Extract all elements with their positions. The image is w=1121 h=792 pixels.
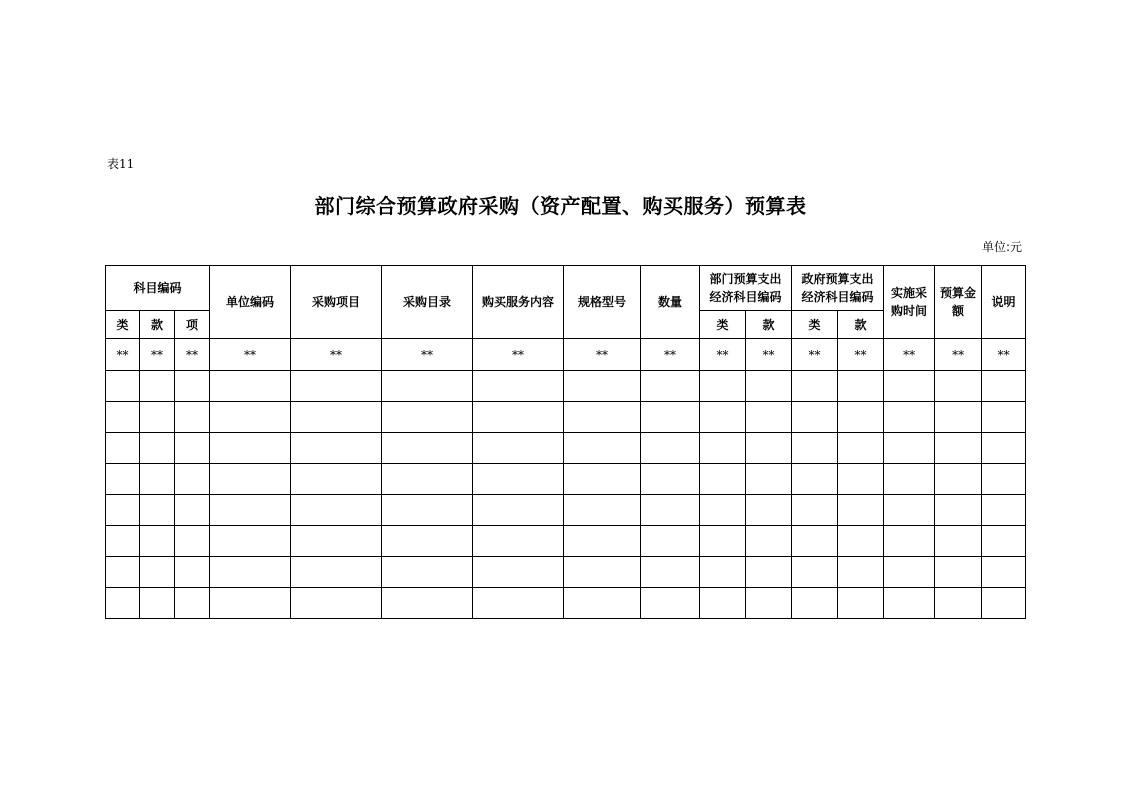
header-row-1: [106, 266, 1026, 311]
table-cell: [982, 557, 1026, 588]
table-cell: [746, 464, 792, 495]
table-cell: [746, 557, 792, 588]
table-cell: [746, 371, 792, 402]
table-cell: [175, 526, 210, 557]
table-cell: [982, 526, 1026, 557]
table-cell: [473, 371, 564, 402]
table-row: [106, 371, 1026, 402]
table-cell: [175, 402, 210, 433]
table-cell: [291, 495, 382, 526]
table-cell: [106, 588, 140, 619]
table-cell: [982, 371, 1026, 402]
table-cell: [210, 402, 291, 433]
table-cell: [935, 588, 982, 619]
header-service-content: 购买服务内容: [473, 266, 564, 339]
table-cell: [291, 557, 382, 588]
table-cell: [564, 371, 641, 402]
table-cell: [291, 526, 382, 557]
table-cell: [935, 464, 982, 495]
table-row: [106, 526, 1026, 557]
placeholder-cell: **: [792, 339, 838, 371]
table-cell: [838, 588, 884, 619]
table-cell: [175, 588, 210, 619]
table-cell: [175, 464, 210, 495]
table-cell: [382, 402, 473, 433]
table-cell: [700, 402, 746, 433]
header-xiang: 项: [175, 311, 210, 339]
table-cell: [291, 464, 382, 495]
table-cell: [746, 495, 792, 526]
table-cell: [210, 495, 291, 526]
table-cell: [935, 526, 982, 557]
table-row: [106, 495, 1026, 526]
table-cell: [792, 557, 838, 588]
table-cell: [884, 526, 935, 557]
placeholder-cell: **: [746, 339, 792, 371]
placeholder-row: [106, 339, 1026, 371]
table-row: [106, 433, 1026, 464]
table-cell: [746, 402, 792, 433]
table-cell: [175, 371, 210, 402]
table-cell: [746, 433, 792, 464]
table-cell: [106, 371, 140, 402]
table-cell: [641, 588, 700, 619]
table-cell: [641, 402, 700, 433]
table-cell: [291, 588, 382, 619]
placeholder-cell: **: [982, 339, 1026, 371]
header-purchase-catalog: 采购目录: [382, 266, 473, 339]
table-cell: [291, 433, 382, 464]
unit-label: 单位:元: [981, 240, 1022, 254]
table-cell: [838, 464, 884, 495]
table-cell: [884, 371, 935, 402]
placeholder-cell: **: [935, 339, 982, 371]
table-cell: [700, 371, 746, 402]
header-kuan: 款: [140, 311, 175, 339]
table-cell: [473, 464, 564, 495]
table-cell: [106, 433, 140, 464]
header-unit-code: 单位编码: [210, 266, 291, 339]
table-cell: [982, 433, 1026, 464]
table-cell: [291, 371, 382, 402]
table-cell: [382, 588, 473, 619]
table-cell: [382, 433, 473, 464]
table-cell: [473, 495, 564, 526]
header-purchase-item: 采购项目: [291, 266, 382, 339]
table-cell: [473, 402, 564, 433]
table-cell: [700, 588, 746, 619]
table-cell: [792, 526, 838, 557]
placeholder-cell: **: [838, 339, 884, 371]
table-cell: [884, 557, 935, 588]
placeholder-cell: **: [884, 339, 935, 371]
table-cell: [641, 495, 700, 526]
table-cell: [106, 557, 140, 588]
table-cell: [746, 588, 792, 619]
page-title: 部门综合预算政府采购（资产配置、购买服务）预算表: [314, 194, 807, 218]
header-dept-econ-code: 部门预算支出经济科目编码: [700, 266, 792, 311]
table-cell: [382, 495, 473, 526]
table-cell: [564, 557, 641, 588]
table-cell: [884, 495, 935, 526]
table-number: 表11: [107, 157, 135, 171]
table-cell: [564, 402, 641, 433]
header-quantity: 数量: [641, 266, 700, 339]
table-cell: [473, 588, 564, 619]
table-cell: [382, 526, 473, 557]
placeholder-cell: **: [291, 339, 382, 371]
table-cell: [140, 433, 175, 464]
table-cell: [792, 433, 838, 464]
placeholder-cell: **: [382, 339, 473, 371]
table-cell: [838, 557, 884, 588]
table-cell: [210, 371, 291, 402]
table-cell: [935, 371, 982, 402]
table-cell: [746, 526, 792, 557]
table-cell: [838, 526, 884, 557]
header-subject-code: 科目编码: [106, 266, 210, 311]
placeholder-cell: **: [641, 339, 700, 371]
table-cell: [106, 526, 140, 557]
table-cell: [382, 557, 473, 588]
table-cell: [106, 402, 140, 433]
table-cell: [700, 433, 746, 464]
header-dept-lei: 类: [700, 311, 746, 339]
table-cell: [564, 464, 641, 495]
table-cell: [982, 495, 1026, 526]
table-cell: [140, 526, 175, 557]
header-lei: 类: [106, 311, 140, 339]
table-cell: [884, 588, 935, 619]
table-row: [106, 588, 1026, 619]
table-cell: [210, 588, 291, 619]
table-cell: [473, 557, 564, 588]
table-cell: [140, 402, 175, 433]
table-cell: [140, 464, 175, 495]
placeholder-cell: **: [473, 339, 564, 371]
table-cell: [982, 464, 1026, 495]
table-cell: [935, 433, 982, 464]
table-cell: [884, 402, 935, 433]
header-gov-econ-code: 政府预算支出经济科目编码: [792, 266, 884, 311]
table-cell: [838, 402, 884, 433]
table-cell: [140, 588, 175, 619]
placeholder-cell: **: [564, 339, 641, 371]
table-cell: [982, 588, 1026, 619]
table-cell: [641, 557, 700, 588]
table-cell: [106, 464, 140, 495]
table-cell: [175, 495, 210, 526]
table-cell: [884, 464, 935, 495]
header-dept-kuan: 款: [746, 311, 792, 339]
table-cell: [210, 464, 291, 495]
table-cell: [641, 433, 700, 464]
table-cell: [792, 495, 838, 526]
header-spec-model: 规格型号: [564, 266, 641, 339]
table-cell: [382, 464, 473, 495]
table-cell: [564, 495, 641, 526]
table-cell: [935, 557, 982, 588]
table-cell: [473, 433, 564, 464]
placeholder-cell: **: [210, 339, 291, 371]
table-cell: [792, 371, 838, 402]
table-cell: [641, 464, 700, 495]
table-cell: [291, 402, 382, 433]
budget-table: [105, 265, 1026, 619]
table-cell: [935, 402, 982, 433]
header-gov-kuan: 款: [838, 311, 884, 339]
table-cell: [210, 557, 291, 588]
table-cell: [641, 371, 700, 402]
table-cell: [210, 433, 291, 464]
header-impl-time: 实施采购时间: [884, 266, 935, 339]
table-cell: [792, 464, 838, 495]
table-cell: [838, 371, 884, 402]
table-cell: [140, 557, 175, 588]
table-cell: [935, 495, 982, 526]
placeholder-cell: **: [140, 339, 175, 371]
table-cell: [792, 402, 838, 433]
table-cell: [792, 588, 838, 619]
table-cell: [473, 526, 564, 557]
placeholder-cell: **: [700, 339, 746, 371]
table-cell: [564, 526, 641, 557]
header-gov-lei: 类: [792, 311, 838, 339]
table-cell: [884, 433, 935, 464]
table-cell: [175, 557, 210, 588]
header-budget-amount: 预算金额: [935, 266, 982, 339]
table-cell: [210, 526, 291, 557]
placeholder-cell: **: [175, 339, 210, 371]
table-cell: [564, 588, 641, 619]
table-cell: [382, 371, 473, 402]
table-cell: [106, 495, 140, 526]
table-cell: [700, 526, 746, 557]
table-cell: [838, 495, 884, 526]
table-cell: [175, 433, 210, 464]
table-cell: [564, 433, 641, 464]
table-cell: [700, 464, 746, 495]
table-cell: [641, 526, 700, 557]
header-remarks: 说明: [982, 266, 1026, 339]
placeholder-cell: **: [106, 339, 140, 371]
table-row: [106, 402, 1026, 433]
table-cell: [838, 433, 884, 464]
table-row: [106, 557, 1026, 588]
table-cell: [140, 371, 175, 402]
table-cell: [700, 495, 746, 526]
table-cell: [140, 495, 175, 526]
table-cell: [700, 557, 746, 588]
table-cell: [982, 402, 1026, 433]
table-row: [106, 464, 1026, 495]
